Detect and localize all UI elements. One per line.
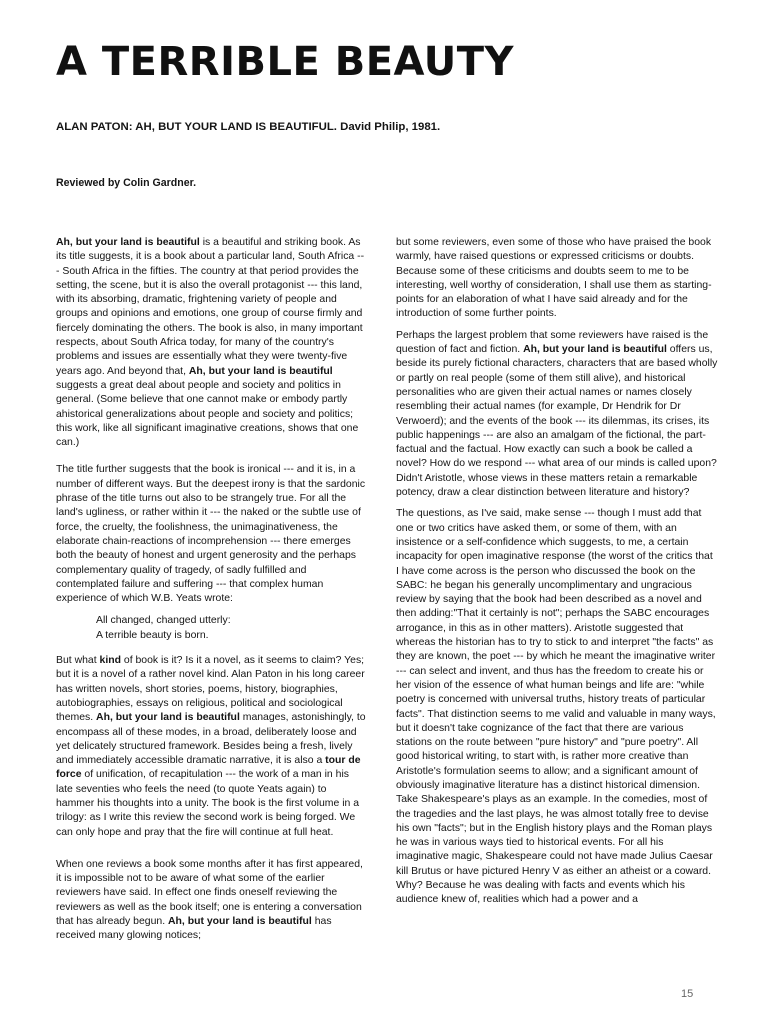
text-run: Perhaps the largest problem that some reviewers have raised is the question of fact and fiction.	[396, 329, 709, 356]
page-number: 15	[681, 988, 694, 1000]
bold-text: Ah, but your land is beautiful	[523, 344, 667, 356]
paragraph: but some reviewers, even some of those who have praised the book warmly, have raised questions or expressed criticisms or doubts. Because some of these criticisms and doubts seem to me to be interesting, well worthy of consideration, I shall use them as starting-points for an elaboration of what I have said already and for the introduction of some further points.	[396, 237, 712, 320]
text-run: is a beautiful and striking book. As its title suggests, it is a book about a particular land, South Africa --- South Africa in the fifties. The country at that period provides the setting, the scene, but it is also the overall protagonist --- this land, with its absorbing, dramatic, frightening variety of people and groups and opinions and emotions, one group of course firmly and fiercely dominating the others. The book is also, in many important respects, about South Africa today, for many of the country's problems and issues are essentially what they were twenty-five years ago. And beyond that,	[56, 237, 365, 377]
text-run: has received many glowing notices;	[56, 916, 332, 942]
poem-line: A terrible beauty is born.	[96, 629, 209, 641]
article-title: A TERRIBLE BEAUTY	[56, 39, 514, 85]
bold-text: Ah, but your land is beautiful	[96, 712, 240, 724]
reviewer-byline: Reviewed by Colin Gardner.	[56, 177, 197, 189]
text-run: manages, astonishingly, to encompass all of these modes, in a broad, deliberately loose and yet delicately structured framework. Besides being a fresh, lively and immediately accessible dramatic narrative, it is also a	[56, 712, 366, 767]
paragraph	[56, 654, 366, 840]
text-run: of unification, of recapitulation --- the work of a man in his late seventies who feels the need (to quote Yeats again) to hammer his thoughts into a unity. The book is the first volume in a trilogy: as I write this review the second work is being forged. We can only hope and pray that the fire will continue at full heat.	[56, 769, 360, 838]
bold-text: kind	[99, 655, 121, 667]
text-run: suggests a great deal about people and society and politics in general. (Some believe that one cannot make or embody partly ahistorical generalizations about people and society and politics; this work, like all significant imaginative creations, shows that one can.)	[56, 379, 359, 449]
bold-text: Ah, but your land is beautiful	[56, 237, 200, 248]
text-run: When one reviews a book some months after it has first appeared, it is impossible not to be aware of what some of the earlier reviewers have said. In effect one finds oneself reviewing the reviewers as well as the book itself; one is entering a conversation that has already begun.	[56, 858, 363, 928]
bold-text: Ah, but your land is beautiful	[168, 916, 312, 928]
book-reference: ALAN PATON: AH, BUT YOUR LAND IS BEAUTIFUL. David Philip, 1981.	[56, 121, 441, 133]
paragraph	[56, 236, 366, 450]
poem-line: All changed, changed utterly:	[96, 615, 231, 627]
paragraph: The questions, as I've said, make sense --- though I must add that one or two critics have asked them, or some of them, with an insistence or a self-confidence which suggests, to me, a certain incapacity for open imaginative response (the worst of the critics that I have come across is the person who discussed the book on the SABC: he began his generally uncomplimentary and ungracious review by saying that the book had been described as a novel and then adding:"That it certainly is not"; perhaps the SABC encourages arrogance, in this as in other matters). Aristotle suggested that whereas the historian has to try to stick to and interpret "the facts" as they are known, the poet --- by which he meant the imaginative writer --- can select and invent, and thus has the freedom to create his or her vision of the essence of what human beings and life are: "while poetry is concerned with universal truths, history treats of particular facts". That distinction seems to me valid and valuable in many ways, but it doesn't take cognizance of the fact that there are various stations on the route between "pure history" and "pure poetry". All good historical writing, to start with, is rather more creative than Aristotle's formulation seems to allow; and a significant amount of obviously imaginative literature has a distinct historical dimension. Take Shakespeare's plays as an example. In the comedies, most of the tragedies and the last plays, he was almost totally free to devise his own "facts"; but in the English history plays and the Roman plays he was in various ways tied to historical events. For all his imaginative magic, Shakespeare could not have made Julius Caesar kill Brutus or have pictured Henry V as either an atheist or a coward. Why? Because he was dealing with facts and events which his audience knew of, realities which had a power and a	[396, 508, 716, 906]
poem-quote	[96, 614, 366, 643]
right-column	[396, 236, 718, 915]
paragraph	[56, 858, 366, 944]
text-run: of book is it? Is it a novel, as it seems to claim? Yes; but it is a novel of a rather novel kind. Alan Paton in his long career has written novels, short stories, poems, history, biographies, autobiographies, essays on religious, political and sociological themes.	[56, 655, 365, 724]
bold-text: Ah, but your land is beautiful	[188, 365, 333, 377]
text-run: But what	[56, 655, 100, 667]
paragraph: The title further suggests that the book is ironical --- and it is, in a number of different ways. But the deepest irony is that the sardonic phrase of the title turns out also to be strangely true. For all the land's ugliness, or rather within it --- the naked or the subtle use of force, the cruelty, the foolishness, the unimaginativeness, the elaborate chain-reactions of incomprehension --- there emerges both the beauty of honest and urgent generosity and the perhaps complementary quality of tragedy, of sadly fulfilled and contemplated failure and suffering --- that complex human experience of which W.B. Yeats wrote:	[56, 464, 366, 605]
left-column	[56, 236, 366, 951]
bold-text: tour de force	[56, 755, 361, 781]
text-run: offers us, beside its purely fictional characters, characters that are based wholly or partly on real people (some of them still alive), and historical personalities who are given their actual names or names closely resembling their actual names (for example, Dr Hendrik for Dr Verwoerd); and the events of the book --- its dilemmas, its crises, its public happenings --- are also an amalgam of the fictional, the part-factual and the factual. How exactly can such a book be called a novel? How do we respond --- what area of our minds is called upon? Didn't Aristotle, whose views in these matters retain a remarkable potency, draw a clear distinction between literature and history?	[396, 344, 718, 499]
paragraph	[396, 329, 718, 501]
